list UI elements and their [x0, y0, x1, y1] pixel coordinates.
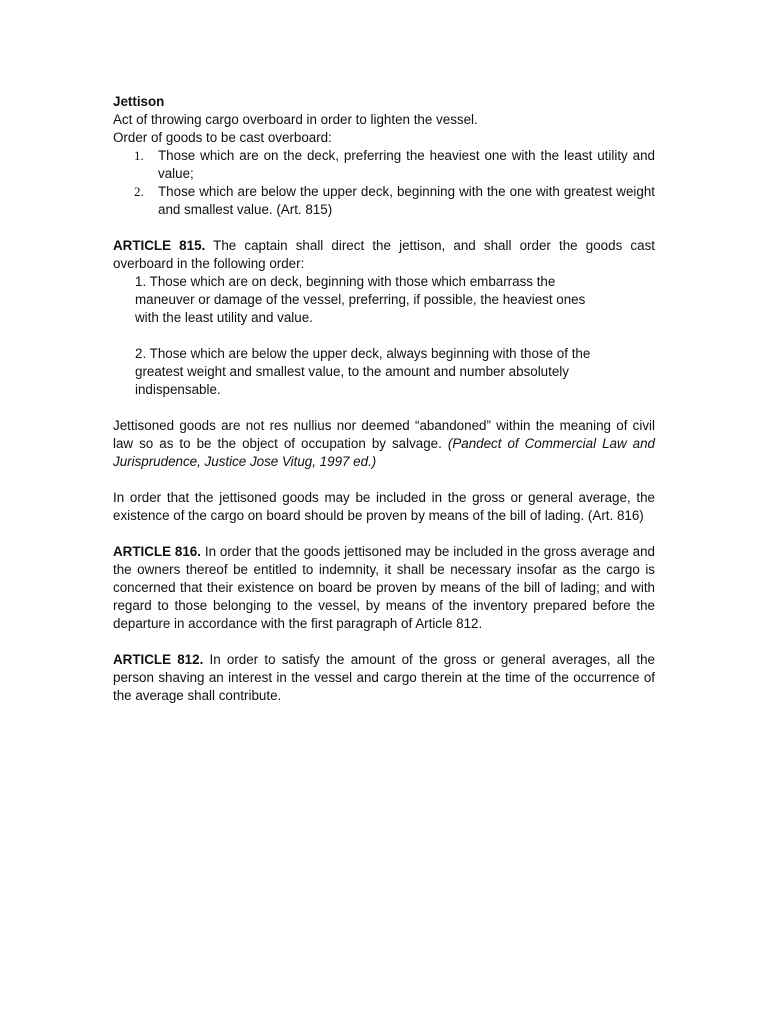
article-815-heading: ARTICLE 815.: [113, 238, 206, 253]
article-816-heading: ARTICLE 816.: [113, 544, 201, 559]
article-815-text: The captain shall direct the jettison, and shall order the goods cast overboard in the following order:: [113, 238, 655, 271]
list-number: 1.: [134, 148, 144, 163]
article-812-paragraph: [113, 651, 655, 705]
list-item: [113, 183, 655, 219]
list-number: 2.: [134, 184, 144, 199]
order-list: [113, 147, 655, 219]
article-812-heading: ARTICLE 812.: [113, 652, 204, 667]
list-item-text: Those which are below the upper deck, beginning with the one with greatest weight and smallest value. (Art. 815): [158, 184, 655, 217]
order-intro: Order of goods to be cast overboard:: [113, 130, 332, 145]
article-816-text: In order that the goods jettisoned may be included in the gross average and the owners thereof be entitled to indemnity, it shall be necessary insofar as the cargo is concerned that their existence on board be proven by means of the bill of lading; and with regard to those belonging to the vessel, by means of the inventory prepared before the departure in accordance with the first paragraph of Article 812.: [113, 544, 655, 631]
res-nullius-text: Jettisoned goods are not res nullius nor deemed “abandoned” within the meaning of civil law so as to be the object of occupation by salvage.: [113, 418, 655, 451]
article-812-text: In order to satisfy the amount of the gross or general averages, all the person shaving an interest in the vessel and cargo therein at the time of the occurrence of the average shall contribute.: [113, 652, 655, 703]
list-item: [113, 147, 655, 183]
article-815-item-2: 2. Those which are below the upper deck, always beginning with those of the greatest weight and smallest value, to the amount and number absolutely indispensable.: [135, 346, 591, 397]
article-815-paragraph: [113, 237, 655, 273]
document-body: [113, 93, 655, 705]
article-816-paragraph: [113, 543, 655, 633]
list-item-text: Those which are on the deck, preferring the heaviest one with the least utility and value;: [158, 148, 655, 181]
gross-average-paragraph: In order that the jettisoned goods may be included in the gross or general average, the existence of the cargo on board should be proven by means of the bill of lading. (Art. 816): [113, 490, 655, 523]
article-815-item-1: 1. Those which are on deck, beginning with those which embarrass the maneuver or damage of the vessel, preferring, if possible, the heaviest ones with the least utility and value.: [135, 274, 586, 325]
section-title: Jettison: [113, 94, 165, 109]
res-nullius-paragraph: [113, 417, 655, 471]
jettison-definition: Act of throwing cargo overboard in order to lighten the vessel.: [113, 112, 478, 127]
res-nullius-citation: (Pandect of Commercial Law and Jurisprudence, Justice Jose Vitug, 1997 ed.): [113, 436, 655, 469]
